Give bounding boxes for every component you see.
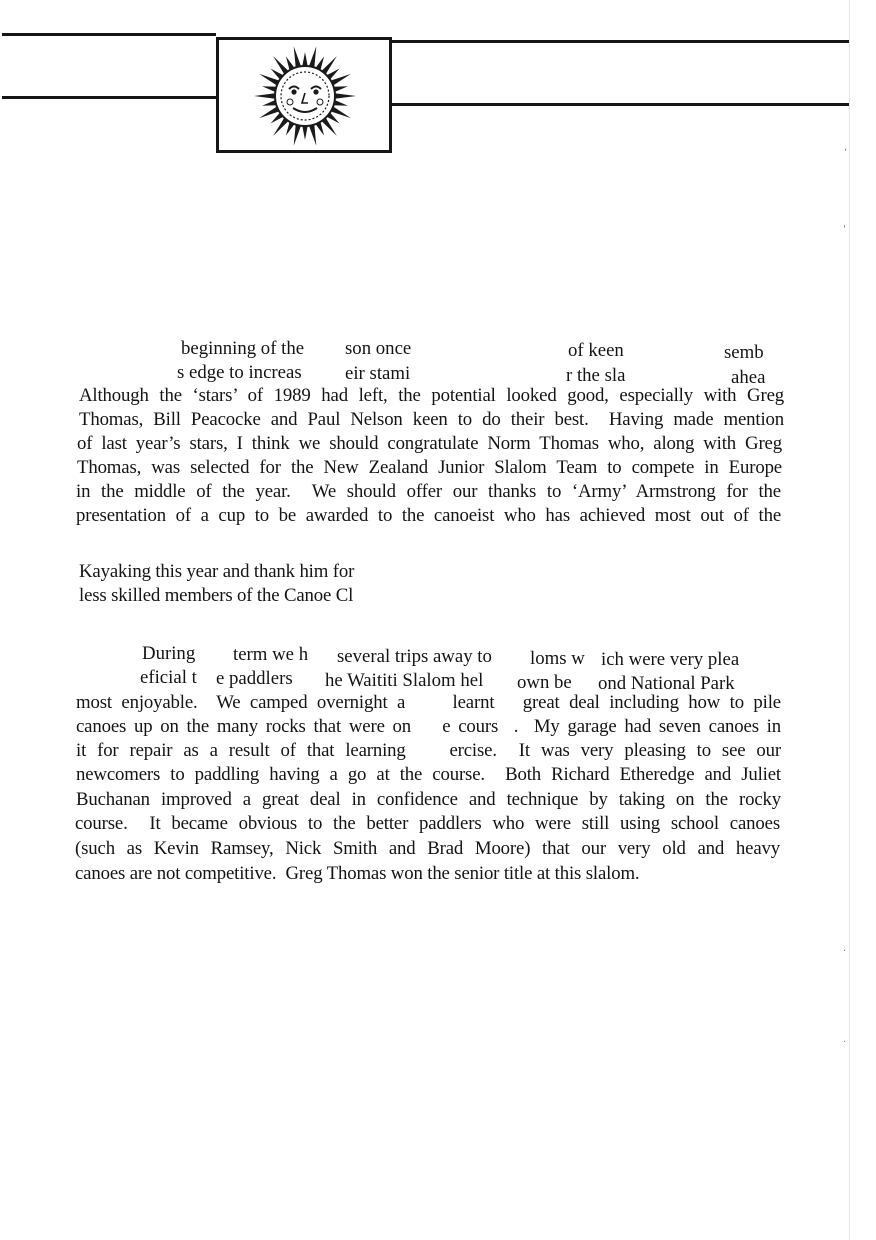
sun-ray [254, 93, 275, 98]
p1-line: Although the ‘stars’ of 1989 had left, the potential looked good, especially with Greg [79, 385, 784, 406]
p3-line: Buchanan improved a great deal in confidence and technique by taking on the rocky [76, 789, 781, 810]
p3-line: it for repair as a result of that learning ercise. It was very pleasing to see our [76, 740, 781, 761]
p1-fragment: beginning of the [181, 338, 305, 359]
p3-line: most enjoyable. We camped overnight a learnt great deal including how to pile [76, 692, 781, 713]
p1-fragment: ahea [731, 367, 766, 388]
p3-fragment: several trips away to [337, 646, 492, 667]
sun-face-icon [249, 43, 361, 149]
p2-line: Kayaking this year and thank him for [79, 561, 355, 582]
p1-line: in the middle of the year. We should offer our thanks to ‘Army’ Armstrong for the [76, 481, 781, 502]
sun-ray [331, 74, 351, 86]
p3-line: newcomers to paddling having a go at the course. Both Richard Etheredge and Juliet [76, 764, 781, 785]
sun-ray [294, 125, 301, 146]
header-rule-bottom-right [392, 103, 850, 106]
margin-speck: ' [843, 224, 846, 235]
header-rule-bottom-left [2, 96, 216, 99]
p1-fragment: r the sla [566, 365, 626, 386]
p3-fragment: e paddlers [216, 668, 293, 689]
sun-ray [294, 46, 301, 67]
header-rule-top-left [2, 33, 216, 36]
p3-fragment: During [142, 643, 196, 664]
sun-ray [262, 100, 276, 106]
sun-ray [331, 107, 351, 119]
p3-line: course. It became obvious to the better paddlers who were still using school canoes [75, 813, 780, 834]
p1-fragment: s edge to increas [177, 362, 302, 383]
sun-ray [259, 74, 279, 86]
p3-fragment: loms w [530, 648, 585, 669]
p3-fragment: ond National Park [598, 673, 735, 694]
p1-line: presentation of a cup to be awarded to the canoeist who has achieved most out of the [76, 505, 781, 526]
sun-ray [334, 86, 348, 92]
p3-fragment: ich were very plea [601, 649, 740, 670]
p1-fragment: son once [345, 338, 412, 359]
emblem-box [216, 37, 392, 153]
sun-ray [335, 93, 356, 98]
sun-ray [309, 125, 316, 146]
margin-speck: · [843, 946, 847, 957]
p1-line: Thomas, Bill Peacocke and Paul Nelson keen to do their best. Having made mention [79, 409, 784, 430]
p3-fragment: he Waititi Slalom hel [325, 670, 484, 691]
p3-fragment: term we h [233, 644, 309, 665]
margin-speck: · [843, 1037, 847, 1048]
p3-fragment: own be [517, 672, 572, 693]
margin-speck: , [844, 142, 848, 153]
p1-fragment: of keen [568, 340, 624, 361]
sun-ray [302, 52, 307, 66]
header-rule-top-right [392, 40, 850, 43]
sun-ray [259, 107, 279, 119]
p3-fragment: eficial t [140, 667, 197, 688]
p3-last-line: canoes are not competitive. Greg Thomas won the senior title at this slalom. [75, 863, 640, 884]
page-edge-shadow [849, 0, 850, 1240]
p2-line: less skilled members of the Canoe Cl [79, 585, 354, 606]
sun-ray [262, 86, 276, 92]
sun-ray [334, 100, 348, 106]
p1-fragment: eir stami [345, 363, 411, 384]
p3-line: (such as Kevin Ramsey, Nick Smith and Brad Moore) that our very old and heavy [75, 838, 780, 859]
sun-ray [302, 126, 307, 140]
p3-line: canoes up on the many rocks that were on e cours . My garage had seven canoes in [76, 716, 781, 737]
p1-line: Thomas, was selected for the New Zealand Junior Slalom Team to compete in Europe [77, 457, 782, 478]
p1-fragment: semb [724, 342, 764, 363]
sun-ray [309, 46, 316, 67]
p1-line: of last year’s stars, I think we should congratulate Norm Thomas who, along with Greg [77, 433, 782, 454]
